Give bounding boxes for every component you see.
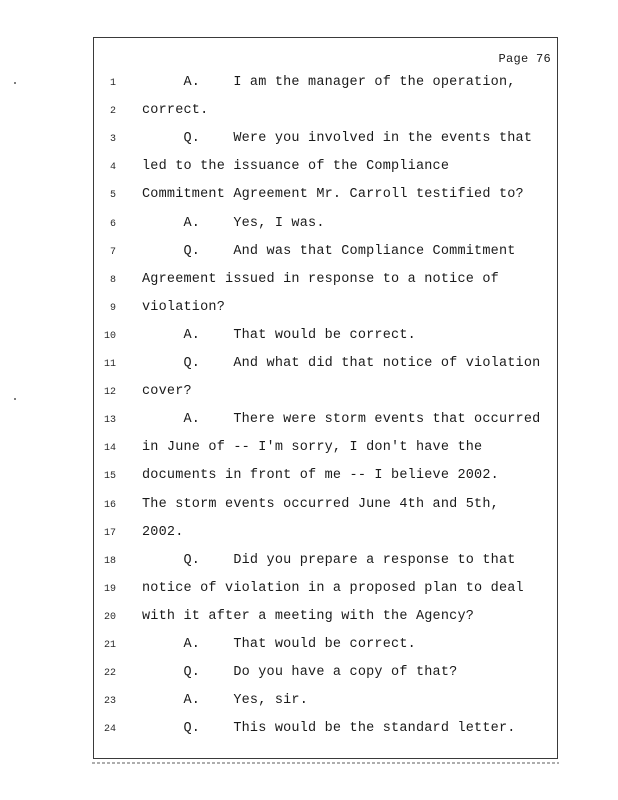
line-text: correct. [142, 103, 209, 119]
line-number: 6 [109, 218, 116, 230]
transcript-line [94, 300, 557, 328]
line-number: 15 [103, 471, 116, 483]
scan-speck [14, 398, 16, 400]
line-text: in June of -- I'm sorry, I don't have the [142, 440, 483, 456]
line-number: 5 [109, 190, 116, 202]
transcript-line [94, 497, 557, 525]
line-text: Q. And was that Compliance Commitment [142, 243, 516, 259]
line-number: 20 [103, 611, 116, 623]
transcript-line [94, 440, 557, 468]
line-number: 11 [103, 359, 116, 370]
line-text: Q. Do you have a copy of that? [142, 665, 458, 681]
line-number: 19 [103, 583, 116, 595]
line-number: 21 [103, 640, 116, 651]
line-number: 18 [103, 555, 116, 567]
page-number: Page 76 [498, 52, 551, 66]
transcript-line [94, 103, 557, 131]
transcript-line [94, 328, 557, 356]
line-number: 10 [103, 330, 116, 342]
line-number: 14 [103, 443, 116, 455]
transcript-line [94, 75, 557, 103]
line-number: 9 [109, 302, 116, 314]
line-text: The storm events occurred June 4th and 5th, [142, 496, 499, 512]
line-text: documents in front of me -- I believe 2002. [142, 468, 499, 484]
transcript-line [94, 468, 557, 496]
transcript-line [94, 581, 557, 609]
line-text: A. Yes, I was. [142, 215, 325, 231]
line-number: 4 [109, 162, 116, 174]
line-number: 23 [103, 696, 116, 708]
line-text: A. There were storm events that occurred [142, 412, 541, 428]
line-number: 12 [103, 387, 116, 399]
line-text: 2002. [142, 524, 184, 540]
line-text: cover? [142, 384, 192, 400]
transcript-line [94, 637, 557, 665]
line-number: 17 [103, 527, 116, 539]
line-number: 2 [109, 106, 116, 118]
line-text: with it after a meeting with the Agency? [142, 608, 475, 624]
transcript-line [94, 553, 557, 581]
transcript-line [94, 412, 557, 440]
transcript-line [94, 609, 557, 637]
line-number: 3 [109, 134, 116, 146]
line-text: notice of violation in a proposed plan to deal [142, 580, 524, 596]
line-number: 8 [109, 274, 116, 286]
transcript-line [94, 272, 557, 300]
line-text: A. Yes, sir. [142, 693, 309, 709]
transcript-line [94, 693, 557, 721]
line-text: Q. And what did that notice of violation [142, 356, 541, 371]
transcript-line [94, 244, 557, 272]
line-number: 1 [109, 78, 116, 89]
line-text: Agreement issued in response to a notice of [142, 271, 499, 287]
line-text: Commitment Agreement Mr. Carroll testified to? [142, 187, 524, 203]
line-text: A. That would be correct. [142, 327, 416, 343]
line-text: A. That would be correct. [142, 637, 416, 652]
line-number: 13 [103, 415, 116, 427]
line-number: 24 [103, 724, 116, 736]
transcript-line [94, 721, 557, 749]
scan-speck [14, 82, 16, 84]
line-number: 22 [103, 668, 116, 680]
transcript-line [94, 159, 557, 187]
line-text: violation? [142, 299, 226, 315]
line-number: 16 [103, 499, 116, 511]
transcript-line [94, 187, 557, 215]
transcript-line [94, 216, 557, 244]
transcript-line [94, 665, 557, 693]
transcript-line [94, 131, 557, 159]
line-text: Q. Did you prepare a response to that [142, 552, 516, 568]
transcript-line [94, 356, 557, 384]
line-number: 7 [109, 246, 116, 258]
transcript-line [94, 384, 557, 412]
transcript-line [94, 525, 557, 553]
transcript-page [93, 37, 558, 759]
line-text: led to the issuance of the Compliance [142, 159, 450, 175]
line-text: Q. This would be the standard letter. [142, 721, 516, 737]
line-text: Q. Were you involved in the events that [142, 131, 533, 147]
bottom-rule [92, 762, 559, 764]
line-text: A. I am the manager of the operation, [142, 75, 516, 90]
